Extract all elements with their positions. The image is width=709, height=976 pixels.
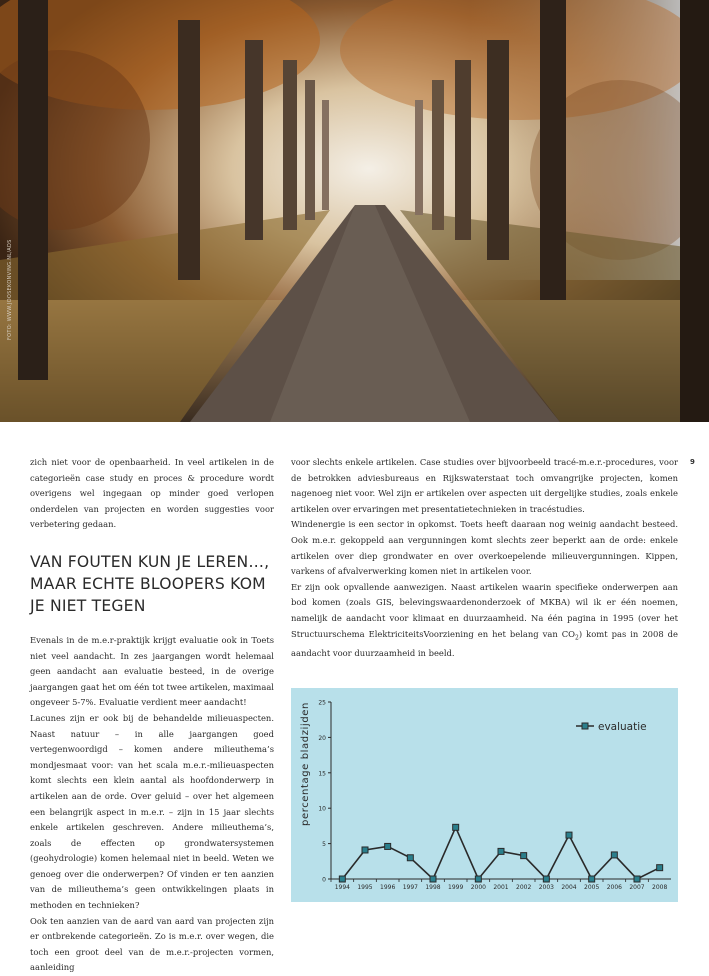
y-tick-label: 10 bbox=[318, 805, 326, 813]
heading-line: VAN FOUTEN KUN JE LEREN…, bbox=[30, 552, 270, 571]
x-tick-label: 2001 bbox=[493, 884, 509, 891]
evaluation-chart bbox=[291, 688, 678, 902]
y-tick-label: 25 bbox=[318, 699, 326, 707]
x-tick-label: 1997 bbox=[402, 884, 418, 891]
series-line-group bbox=[339, 824, 662, 882]
co2-subscript: 2 bbox=[575, 634, 579, 642]
autumn-tree-lane-photo bbox=[0, 0, 709, 422]
photo-credit: FOTO: WWW.JOOSEKONVING.NL/ADS bbox=[7, 239, 13, 340]
data-point bbox=[566, 832, 572, 838]
body-paragraph: Windenergie is een sector in opkomst. Toets heeft daaraan nog weinig aandacht besteed. Ook m.e.r. gekoppeld aan vergunningen komt slechts zeer beperkt aan de orde: enkele artikelen over diep grondwater en over overkoepelende milieuvergunningen. Kippen, varkens of afvalverwerking komen niet in artikelen voor. bbox=[291, 519, 678, 577]
data-point bbox=[543, 876, 549, 882]
x-tick-label: 2003 bbox=[538, 884, 554, 891]
y-axis-label: percentage bladzijden bbox=[300, 702, 311, 826]
x-tick-label: 2000 bbox=[470, 884, 486, 891]
intro-paragraph: zich niet voor de openbaarheid. In veel artikelen in de categorieën case study en proces & procedure wordt overigens wel ingegaan op minder goed verlopen onderdelen van projecten en worden suggesties voor verbetering gedaan. bbox=[30, 457, 274, 530]
y-tick-label: 15 bbox=[318, 770, 326, 778]
legend-square-marker bbox=[582, 723, 588, 729]
section-heading bbox=[30, 551, 274, 617]
heading-line: JE NIET TEGEN bbox=[30, 596, 146, 615]
paragraph-text: ) komt pas in 2008 de aandacht voor duurzaamheid in beeld. bbox=[291, 628, 678, 658]
body-paragraph: Lacunes zijn er ook bij de behandelde milieuaspecten. Naast natuur – in alle jaargangen goed vertegenwoordigd – komen andere milieuthema’s mondjesmaat voor: van het scala m.e.r.-milieuaspecten komt slechts een klein aantal als hoofdonderwerp in artikelen aan de orde. Over geluid – over het algemeen een belangrijk aspect in m.e.r. – zijn in 15 jaar slechts enkele artikelen geschreven. Andere milieuthema’s, zoals de effecten op grondwatersystemen (geohydrologie) komen helemaal niet in beeld. Weten we genoeg over die onderwerpen? Of vinden er ten aanzien van de milieuthema’s geen ontwikkelingen plaats in methoden en technieken? bbox=[30, 712, 274, 911]
y-tick-label: 5 bbox=[322, 841, 326, 849]
data-point bbox=[385, 843, 391, 849]
x-tick-label: 1996 bbox=[380, 884, 396, 891]
x-tick-label: 2008 bbox=[652, 884, 668, 891]
data-point bbox=[339, 876, 345, 882]
data-point bbox=[362, 847, 368, 853]
x-tick-label: 1995 bbox=[357, 884, 373, 891]
body-paragraph: Evenals in de m.e.r-praktijk krijgt evaluatie ook in Toets niet veel aandacht. In zes jaargangen wordt helemaal geen aandacht aan evaluatie besteed, in de overige jaargangen gaat het om één tot twee artikelen, maximaal ongeveer 5-7%. Evaluatie verdient meer aandacht! bbox=[30, 634, 274, 708]
legend-label: evaluatie bbox=[598, 721, 647, 733]
line-chart bbox=[291, 688, 678, 902]
x-tick-label: 1999 bbox=[448, 884, 464, 891]
body-paragraph bbox=[291, 580, 678, 662]
x-tick-label: 2002 bbox=[516, 884, 532, 891]
x-tick-label: 2007 bbox=[629, 884, 645, 891]
heading-line: MAAR ECHTE BLOOPERS KOM bbox=[30, 574, 266, 593]
y-tick-label: 0 bbox=[322, 876, 326, 884]
data-point bbox=[521, 853, 527, 859]
data-point bbox=[407, 855, 413, 861]
x-tick-label: 2004 bbox=[561, 884, 577, 891]
data-point bbox=[430, 876, 436, 882]
data-point bbox=[475, 876, 481, 882]
data-point bbox=[611, 852, 617, 858]
left-column bbox=[30, 455, 274, 976]
hero-photo bbox=[0, 0, 709, 422]
x-tick-label: 2005 bbox=[584, 884, 600, 891]
right-column bbox=[291, 455, 678, 661]
chart-legend bbox=[576, 721, 647, 733]
data-point bbox=[589, 876, 595, 882]
body-paragraph: Ook ten aanzien van de aard van aard van projecten zijn er ontbrekende categorieën. Zo is m.e.r. over wegen, die toch een groot deel van de m.e.r.-projecten vormen, aanleiding bbox=[30, 915, 274, 973]
data-point bbox=[634, 876, 640, 882]
x-tick-label: 1998 bbox=[425, 884, 441, 891]
x-tick-label: 1994 bbox=[334, 884, 350, 891]
data-point bbox=[453, 824, 459, 830]
page-number: 9 bbox=[690, 458, 695, 466]
paragraph-text: Er zijn ook opvallende aanwezigen. Naast artikelen waarin specifieke onderwerpen aan bod komen (zoals GIS, belevingswaardenonderzoek of MKBA) wil ik er één noemen, namelijk de aandacht voor klimaat en duurzaamheid. Na één pagina in 1995 (over het Structuurschema ElektriciteitsVoorziening en het belang van CO bbox=[291, 581, 678, 639]
body-paragraph: voor slechts enkele artikelen. Case studies over bijvoorbeeld tracé-m.e.r.-procedures, voor de betrokken adviesbureaus en Rijkswaterstaat toch omvangrijke projecten, komen nagenoeg niet voor. Wel zijn er artikelen over aspecten uit dergelijke studies, zoals enkele artikelen over ervaringen met presentatietechnieken in tracéstudies. bbox=[291, 457, 678, 514]
y-tick-label: 20 bbox=[318, 734, 326, 742]
data-point bbox=[657, 865, 663, 871]
data-point bbox=[498, 848, 504, 854]
x-tick-label: 2006 bbox=[606, 884, 622, 891]
